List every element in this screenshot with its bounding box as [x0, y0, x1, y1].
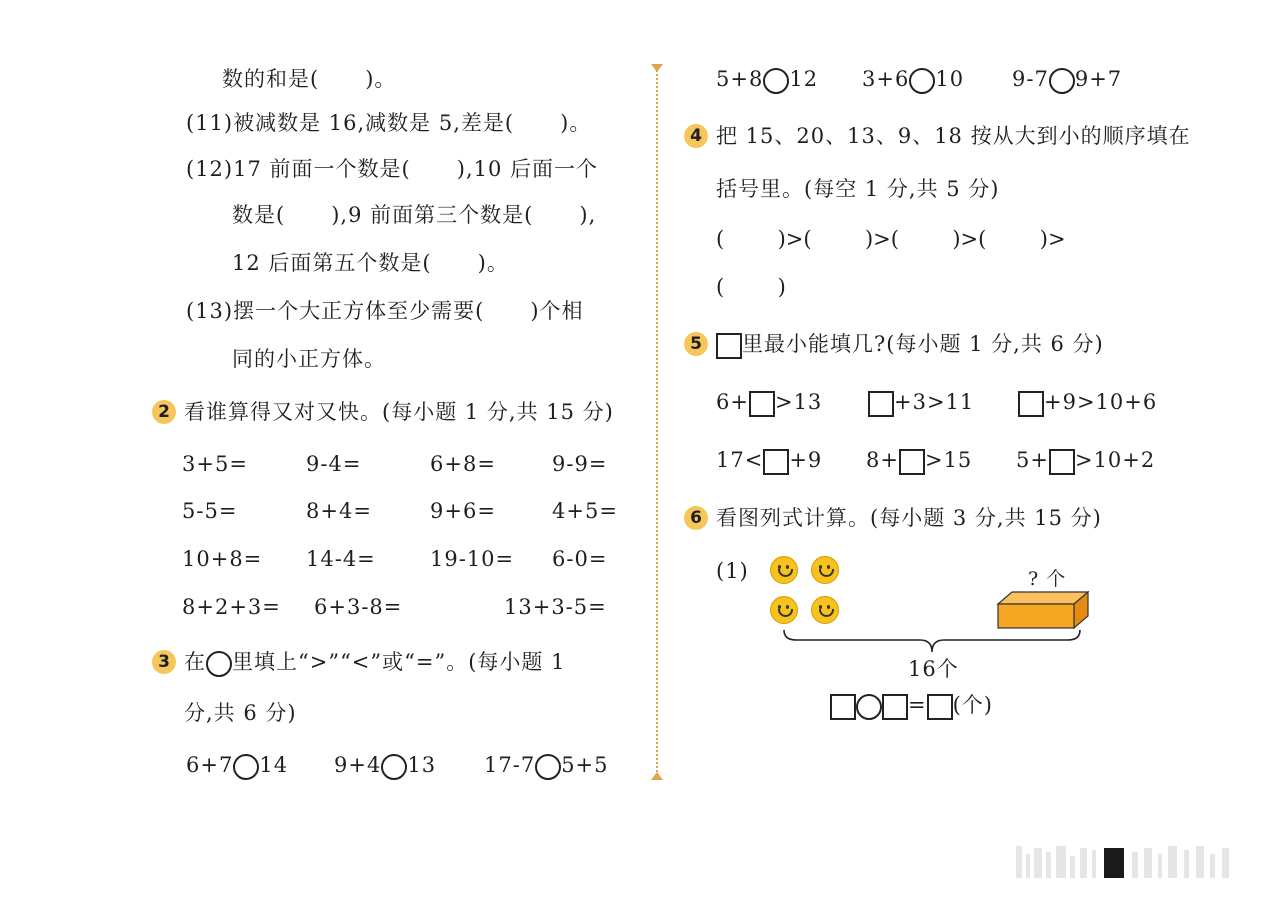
- divider-arrow-icon: [651, 772, 663, 780]
- section-4-title: 把 15、20、13、9、18 按从大到小的顺序填在: [716, 124, 1191, 148]
- calc-cell: 14-4=: [306, 547, 376, 571]
- smiley-icon: [770, 596, 798, 624]
- sub-question-label: (1): [716, 559, 749, 583]
- q13-line2: 同的小正方体。: [232, 347, 386, 371]
- calc-cell: 9+6=: [430, 499, 496, 523]
- q12-line2: 数是( ),9 前面第三个数是( ),: [232, 203, 597, 227]
- smiley-icon: [811, 596, 839, 624]
- calc-cell: 9-4=: [306, 452, 362, 476]
- scan-watermark: [1012, 840, 1242, 884]
- section-3-title: 在 里填上“>”“<”或“=”。(每小题 1: [184, 649, 565, 677]
- calc-cell: 6+8=: [430, 452, 496, 476]
- q12-line3: 12 后面第五个数是( )。: [232, 251, 509, 275]
- column-divider: [656, 70, 658, 780]
- calc-cell: 8+4=: [306, 499, 372, 523]
- square-icon: [763, 449, 789, 475]
- circle-icon: [909, 68, 935, 94]
- section-3-badge: 3: [152, 650, 176, 674]
- square-icon: [716, 333, 742, 359]
- q12-line1: (12)17 前面一个数是( ),10 后面一个: [186, 157, 599, 181]
- calc-cell: 4+5=: [552, 499, 618, 523]
- circle-icon: [1049, 68, 1075, 94]
- calc-cell: 10+8=: [182, 547, 263, 571]
- fill-item: +3>11: [868, 389, 974, 417]
- fill-item: 17< +9: [716, 447, 822, 475]
- order-blanks-line2: ( ): [716, 275, 786, 299]
- calc-cell: 13+3-5=: [504, 595, 607, 619]
- fill-item: +9>10+6: [1018, 389, 1157, 417]
- calc-cell: 9-9=: [552, 452, 608, 476]
- circle-icon: [535, 754, 561, 780]
- compare-item: 5+8 12: [716, 66, 818, 94]
- section-2-badge: 2: [152, 400, 176, 424]
- square-icon: [749, 391, 775, 417]
- compare-item: 9+4 13: [334, 752, 436, 780]
- circle-icon: [206, 651, 232, 677]
- circle-icon: [233, 754, 259, 780]
- q10-line2: 数的和是( )。: [222, 67, 397, 91]
- circle-icon: [763, 68, 789, 94]
- circle-icon: [381, 754, 407, 780]
- section-4-badge: 4: [684, 124, 708, 148]
- section-4-title-line2: 括号里。(每空 1 分,共 5 分): [716, 177, 1000, 201]
- square-icon: [882, 694, 908, 720]
- total-label: 16个: [908, 657, 959, 681]
- square-icon: [1049, 449, 1075, 475]
- square-icon: [1018, 391, 1044, 417]
- section-6-badge: 6: [684, 506, 708, 530]
- fill-item: 8+ >15: [866, 447, 972, 475]
- equation-template: = (个): [830, 692, 993, 720]
- orange-box-icon: [994, 590, 1090, 630]
- calc-cell: 8+2+3=: [182, 595, 281, 619]
- square-icon: [899, 449, 925, 475]
- unknown-count-label: ? 个: [1028, 568, 1067, 590]
- calc-cell: 6-0=: [552, 547, 608, 571]
- fill-item: 5+ >10+2: [1016, 447, 1155, 475]
- circle-icon: [856, 694, 882, 720]
- calc-cell: 3+5=: [182, 452, 248, 476]
- order-blanks: ( )>( )>( )>( )>: [716, 227, 1066, 251]
- section-2-title: 看谁算得又对又快。(每小题 1 分,共 15 分): [184, 400, 614, 424]
- compare-item: 6+7 14: [186, 752, 288, 780]
- smiley-icon: [770, 556, 798, 584]
- compare-item: 9-7 9+7: [1012, 66, 1122, 94]
- total-brace: [782, 628, 1082, 654]
- section-3-title-line2: 分,共 6 分): [184, 701, 297, 725]
- section-6-title: 看图列式计算。(每小题 3 分,共 15 分): [716, 506, 1102, 530]
- compare-item: 3+6 10: [862, 66, 964, 94]
- square-icon: [927, 694, 953, 720]
- fill-item: 6+ >13: [716, 389, 822, 417]
- smiley-icon: [811, 556, 839, 584]
- compare-item: 17-7 5+5: [484, 752, 609, 780]
- divider-arrow-icon: [651, 64, 663, 72]
- square-icon: [868, 391, 894, 417]
- calc-cell: 5-5=: [182, 499, 238, 523]
- section-5-badge: 5: [684, 332, 708, 356]
- q13-line1: (13)摆一个大正方体至少需要( )个相: [186, 299, 584, 323]
- section-5-title: 里最小能填几?(每小题 1 分,共 6 分): [716, 331, 1104, 359]
- q11: (11)被减数是 16,减数是 5,差是( )。: [186, 111, 592, 135]
- calc-cell: 19-10=: [430, 547, 515, 571]
- square-icon: [830, 694, 856, 720]
- calc-cell: 6+3-8=: [314, 595, 403, 619]
